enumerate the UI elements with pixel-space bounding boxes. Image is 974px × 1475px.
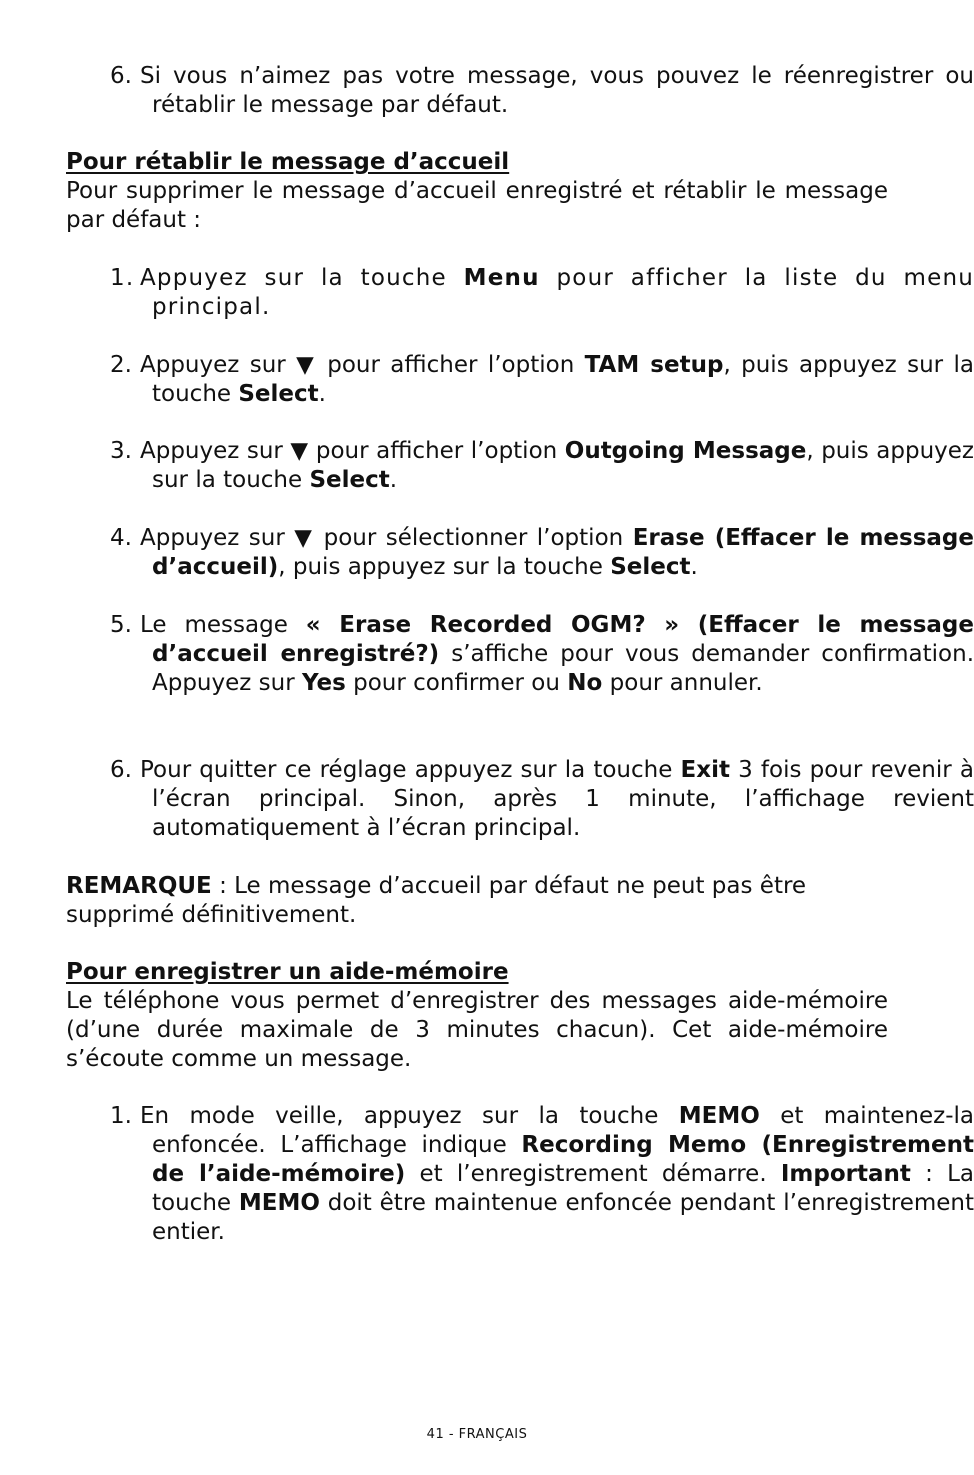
restore-step-3 [66,437,974,495]
step-text: et l’enregistrement démarre. [405,1161,781,1187]
step-number: 4. [110,525,132,551]
step-text: . [389,467,398,493]
step-bold-text: Recording Memo (Enregistrement de l’aide-mémoire) [152,1132,974,1187]
step-text: : La touche [152,1161,974,1216]
step-bold-text: MEMO [678,1103,760,1129]
restore-step-6 [66,756,974,843]
step-text: Appuyez sur ▼ pour sélectionner l’option [140,525,633,551]
intro-step-6 [66,62,974,120]
step-text: Si vous n’aimez pas votre message, vous pouvez le réenregistrer ou rétablir le message par défaut. [140,63,974,118]
step-number: 2. [110,352,132,378]
step-text: Le message [140,612,306,638]
step-bold-text: Outgoing Message [564,438,807,464]
step-text: En mode veille, appuyez sur la touche [140,1103,679,1129]
step-text: . [318,381,326,407]
step-text: et maintenez-la enfoncée. L’affichage indique [152,1103,974,1158]
step-text: s’affiche pour vous demander confirmation. Appuyez sur [152,641,974,696]
restore-step-2 [66,351,974,409]
step-bold-text: Select [309,467,390,493]
step-text: . [690,554,698,580]
step-bold-text: Select [238,381,319,407]
memo-step-1 [66,1102,974,1247]
step-text: pour annuler. [602,670,763,696]
step-number: 6. [110,757,132,783]
step-number: 1. [110,265,135,291]
step-bold-text: « Erase Recorded OGM? » (Effacer le message d’accueil enregistré?) [152,612,974,667]
step-bold-text: Important [780,1161,911,1187]
note-label: REMARQUE [66,873,212,899]
step-bold-text: Select [610,554,691,580]
step-bold-text: TAM setup [584,352,724,378]
step-text: , puis appuyez sur la touche [152,438,974,493]
note-remark [66,872,888,930]
heading-text: Pour rétablir le message d’accueil [66,149,510,175]
note-text: : Le message d’accueil par défaut ne peut pas être supprimé définitivement. [66,873,807,928]
step-text: , puis appuyez sur la touche [278,554,611,580]
step-number: 5. [110,612,132,638]
step-text: Appuyez sur ▼ pour afficher l’option [140,438,565,464]
step-bold-text: MEMO [238,1190,320,1216]
restore-step-4 [66,524,974,582]
step-text: , puis appuyez sur la touche [152,352,974,407]
step-bold-text: Menu [463,265,540,291]
step-bold-text: Exit [680,757,730,783]
step-number: 6. [110,63,132,89]
step-bold-text: No [567,670,603,696]
step-text: Pour quitter ce réglage appuyez sur la touche [140,757,681,783]
step-text: pour afficher la liste du menu principal. [152,265,974,320]
step-text: Appuyez sur la touche [140,265,464,291]
section-heading-memo [66,958,888,987]
heading-text: Pour enregistrer un aide-mémoire [66,959,509,985]
step-bold-text: Yes [301,670,346,696]
section-heading-restore [66,148,888,177]
step-text: Appuyez sur ▼ pour afficher l’option [140,352,585,378]
restore-step-5 [66,611,974,698]
step-text: doit être maintenue enfoncée pendant l’enregistrement entier. [152,1190,974,1245]
restore-step-1 [66,264,974,322]
step-number: 1. [110,1103,132,1129]
step-text: 3 fois pour revenir à l’écran principal. Sinon, après 1 minute, l’affichage revient automatiquement à l’écran principal. [152,757,974,841]
section-intro-restore: Pour supprimer le message d’accueil enregistré et rétablir le message par défaut : [66,178,888,233]
step-bold-text: Erase (Effacer le message d’accueil) [152,525,974,580]
step-text: pour confirmer ou [345,670,568,696]
step-number: 3. [110,438,132,464]
page-footer: 41 - FRANÇAIS [426,1427,528,1442]
section-intro-memo: Le téléphone vous permet d’enregistrer des messages aide-mémoire (d’une durée maximale de 3 minutes chacun). Cet aide-mémoire s’écoute comme un message. [66,988,888,1072]
